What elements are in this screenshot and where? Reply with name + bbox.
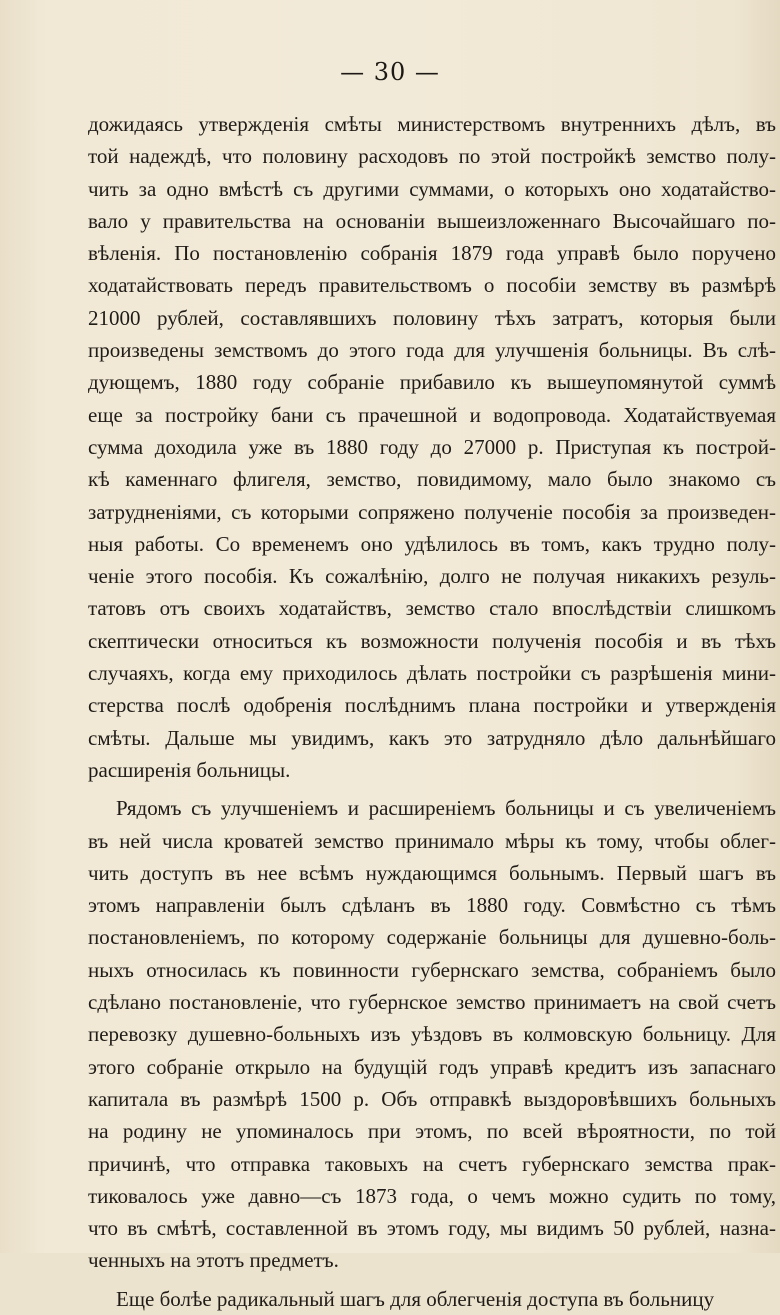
text-line: ченіе этого пособія. Къ сожалѣнію, долго не получая никакихъ резуль-	[88, 564, 776, 589]
text-line: скептически относиться къ возможности полученія пособія и въ тѣхъ	[88, 628, 776, 653]
text-line: сдѣлано постановленіе, что губернское земство принимаетъ на свой счетъ	[88, 990, 776, 1015]
text-line: сумма доходила уже въ 1880 году до 27000 р. Приступая къ построй-	[88, 434, 776, 459]
text-line: произведены земствомъ до этого года для улучшенія больницы. Въ слѣ-	[88, 338, 776, 363]
text-line: дующемъ, 1880 году собраніе прибавило къ вышеупомянутой суммѣ	[88, 370, 776, 395]
text-line: ходатайствовать передъ правительствомъ о пособіи земству въ размѣрѣ	[88, 273, 776, 298]
page-number: — 30 —	[340, 58, 440, 86]
text-line: перевозку душевно-больныхъ изъ уѣздовъ въ колмовскую больницу. Для	[88, 1022, 776, 1047]
text-line: Еще болѣе радикальный шагъ для облегченія доступа въ больницу	[116, 1286, 715, 1311]
text-line: чить за одно вмѣстѣ съ другими суммами, о которыхъ оно ходатайство-	[88, 176, 776, 201]
body-text	[88, 108, 776, 1315]
text-line: затрудненіями, съ которыми сопряжено полученіе пособія за произведен-	[88, 499, 776, 524]
text-line: расширенія больницы.	[88, 757, 291, 782]
text-line: тиковалось уже давно—съ 1873 года, о чемъ можно судить по тому,	[88, 1183, 776, 1208]
text-line: случаяхъ, когда ему приходилось дѣлать постройки съ разрѣшенія мини-	[88, 661, 776, 686]
text-line: Рядомъ съ улучшеніемъ и расширеніемъ больницы и съ увеличеніемъ	[116, 796, 776, 821]
text-line: въ ней числа кроватей земство принимало мѣры къ тому, чтобы облег-	[88, 828, 776, 853]
text-line: что въ смѣтѣ, составленной въ этомъ году, мы видимъ 50 рублей, назна-	[88, 1216, 776, 1241]
text-line: причинѣ, что отправка таковыхъ на счетъ губернскаго земства прак-	[88, 1151, 776, 1176]
text-line: постановленіемъ, по которому содержаніе больницы для душевно-боль-	[88, 925, 776, 950]
text-line: кѣ каменнаго флигеля, земство, повидимому, мало было знакомо съ	[88, 467, 776, 492]
text-line: 21000 рублей, составлявшихъ половину тѣхъ затратъ, которыя были	[88, 305, 776, 330]
text-line: ченныхъ на этотъ предметъ.	[88, 1248, 339, 1273]
text-line: еще за постройку бани съ прачешной и водопровода. Ходатайствуемая	[88, 402, 776, 427]
text-line: дожидаясь утвержденія смѣты министерствомъ внутреннихъ дѣлъ, въ	[88, 112, 776, 136]
text-line: вѣленія. По постановленію собранія 1879 года управѣ было поручено	[88, 241, 776, 266]
text-line: вало у правительства на основаніи вышеизложеннаго Высочайшаго по-	[88, 208, 776, 233]
text-line: смѣты. Дальше мы увидимъ, какъ это затрудняло дѣло дальнѣйшаго	[88, 725, 776, 750]
text-line: капитала въ размѣрѣ 1500 р. Объ отправкѣ выздоровѣвшихъ больныхъ	[88, 1086, 776, 1111]
text-line: на родину не упоминалось при этомъ, по всей вѣроятности, по той	[88, 1119, 776, 1144]
text-line: татовъ отъ своихъ ходатайствъ, земство стало впослѣдствіи слишкомъ	[88, 596, 776, 621]
text-line: стерства послѣ одобренія послѣднимъ плана постройки и утвержденія	[88, 693, 776, 718]
paragraph-2	[88, 792, 776, 1276]
text-line: чить доступъ въ нее всѣмъ нуждающимся больнымъ. Первый шагъ въ	[88, 860, 776, 885]
text-line: ныя работы. Со временемъ оно удѣлилось въ томъ, какъ трудно полу-	[88, 531, 776, 556]
text-line: той надеждѣ, что половину расходовъ по этой постройкѣ земство полу-	[88, 144, 776, 169]
text-line: ныхъ относилась къ повинности губернскаго земства, собраніемъ было	[88, 957, 776, 982]
paragraph-1	[88, 108, 776, 786]
text-line: этого собраніе открыло на будущій годъ управѣ кредитъ изъ запаснаго	[88, 1054, 776, 1079]
paragraph-3	[88, 1283, 776, 1315]
text-line: этомъ направленіи былъ сдѣланъ въ 1880 году. Совмѣстно съ тѣмъ	[88, 893, 776, 918]
